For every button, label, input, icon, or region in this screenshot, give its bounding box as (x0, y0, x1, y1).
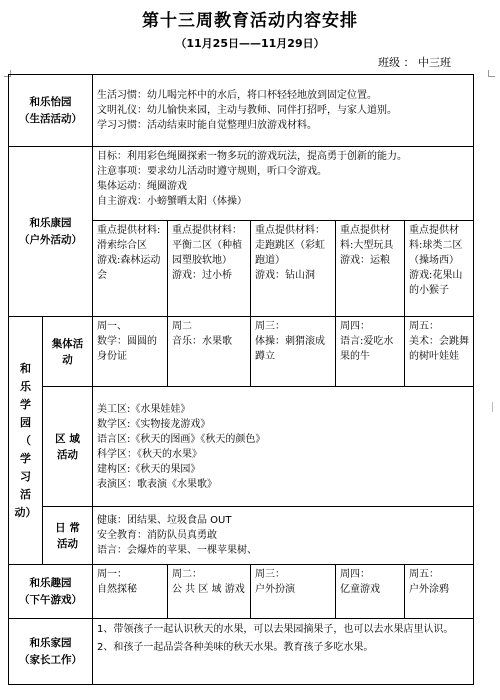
outdoor-area-cell: 重点提供材料:大型玩具 游戏：运粮 (336, 221, 405, 317)
area-activity-content (93, 387, 474, 507)
afternoon-cell: 周四： 亿童游戏 (336, 565, 405, 619)
area-line: 美工区:《水果娃娃》 (97, 403, 191, 415)
daily-line: 语言：会爆炸的苹果、一棵苹果树、 (97, 545, 257, 556)
afternoon-cell: 周二： 公 共 区 域 游戏 (168, 565, 251, 619)
schedule-table (8, 74, 474, 685)
group-activity-cell: 周一、 数学：圆圆的身份证 (93, 317, 168, 387)
group-activity-cell: 周四： 语言:爱吃水果的牛 (336, 317, 405, 387)
outdoor-content (93, 147, 474, 221)
daily-activity-content (93, 507, 474, 565)
area-line: 数学区:《实物接龙游戏》 (97, 418, 211, 430)
daily-activity-label: 日 常 活动 (43, 507, 93, 565)
area-line: 表演区：歌表演《水果歌》 (97, 478, 217, 490)
group-activity-cell: 周二 音乐：水果歌 (168, 317, 251, 387)
date-range: （11月25日——11月29日） (175, 37, 325, 50)
afternoon-section-label: 和乐趣园 （下午游戏） (9, 565, 93, 619)
life-line: 生活习惯：幼儿喝完杯中的水后，将口杯轻轻地放到固定位置。 (97, 90, 377, 101)
family-content (93, 619, 474, 685)
life-content (93, 75, 474, 147)
outdoor-line: 自主游戏：小螃蟹晒太阳（体操） (97, 196, 247, 207)
outdoor-area-cell: 重点提供材料：走跑跳区（彩虹跑道） 游戏：钻山洞 (251, 221, 336, 317)
page-corner-mark (488, 70, 495, 77)
outdoor-area-cell: 重点提供材料:球类二区（操场西） 游戏:花果山的小猴子 (405, 221, 474, 317)
outdoor-section-label: 和乐康园 （户外活动） (9, 147, 93, 317)
area-line: 语言区:《秋天的图画》《秋天的颜色》 (97, 433, 266, 445)
area-line: 科学区：《秋天的水果》 (97, 448, 202, 460)
afternoon-cell: 周一： 自然探秘 (93, 565, 168, 619)
afternoon-cell: 周三： 户外扮演 (251, 565, 336, 619)
outdoor-line: 目标：利用彩色绳圈探索一物多玩的游戏玩法，提高勇于创新的能力。 (97, 151, 407, 162)
learning-group-row (9, 317, 474, 387)
area-activity-label: 区 域 活动 (43, 387, 93, 507)
outdoor-row (9, 147, 474, 221)
life-line: 文明礼仪：幼儿愉快来园，主动与教师、同伴打招呼，与家人道别。 (97, 105, 397, 116)
outdoor-line: 集体运动：绳圈游戏 (97, 181, 187, 192)
life-row (9, 75, 474, 147)
area-line: 建构区:《秋天的果园》 (97, 463, 201, 475)
learning-section-label: 和 乐 学 园 （ 学 习 活 动） (9, 317, 43, 565)
afternoon-row (9, 565, 474, 619)
group-activity-cell: 周五： 美术：会跳舞的树叶娃娃 (405, 317, 474, 387)
page-title: 第十三周教育活动内容安排 (142, 11, 358, 31)
outdoor-area-cell: 重点提供材料：平衡二区（种植园塑胶软地） 游戏：过小桥 (168, 221, 251, 317)
class-label: 班级 ： 中三班 (378, 56, 451, 69)
family-section-label: 和乐家园 （家长工作） (9, 619, 93, 685)
outdoor-line: 注意事项：要求幼儿活动时遵守规则，听口令游戏。 (97, 166, 327, 177)
group-activity-cell: 周三： 体操：刺猬滚成蹲立 (251, 317, 336, 387)
learning-area-row (9, 387, 474, 507)
life-section-label: 和乐怡园 （生活活动） (9, 75, 93, 147)
daily-line: 健康：团结果、垃圾食品 OUT (97, 515, 232, 526)
outdoor-area-cell: 重点提供材料:滑索综合区 游戏:森林运动会 (93, 221, 168, 317)
family-line: 1、带领孩子一起认识秋天的水果，可以去果园摘果子，也可以去水果店里认识。 (97, 624, 454, 635)
page-edge-mark (492, 402, 500, 412)
life-line: 学习习惯：活动结束时能自觉整理归放游戏材料。 (97, 120, 317, 131)
afternoon-cell: 周五： 户外涂鸦 (405, 565, 474, 619)
learning-daily-row (9, 507, 474, 565)
group-activity-label: 集体活 动 (43, 317, 93, 387)
family-line: 2、和孩子一起品尝各种美味的秋天水果。教育孩子多吃水果。 (97, 642, 374, 653)
family-row (9, 619, 474, 685)
daily-line: 安全教育：消防队员真勇敢 (97, 530, 217, 541)
